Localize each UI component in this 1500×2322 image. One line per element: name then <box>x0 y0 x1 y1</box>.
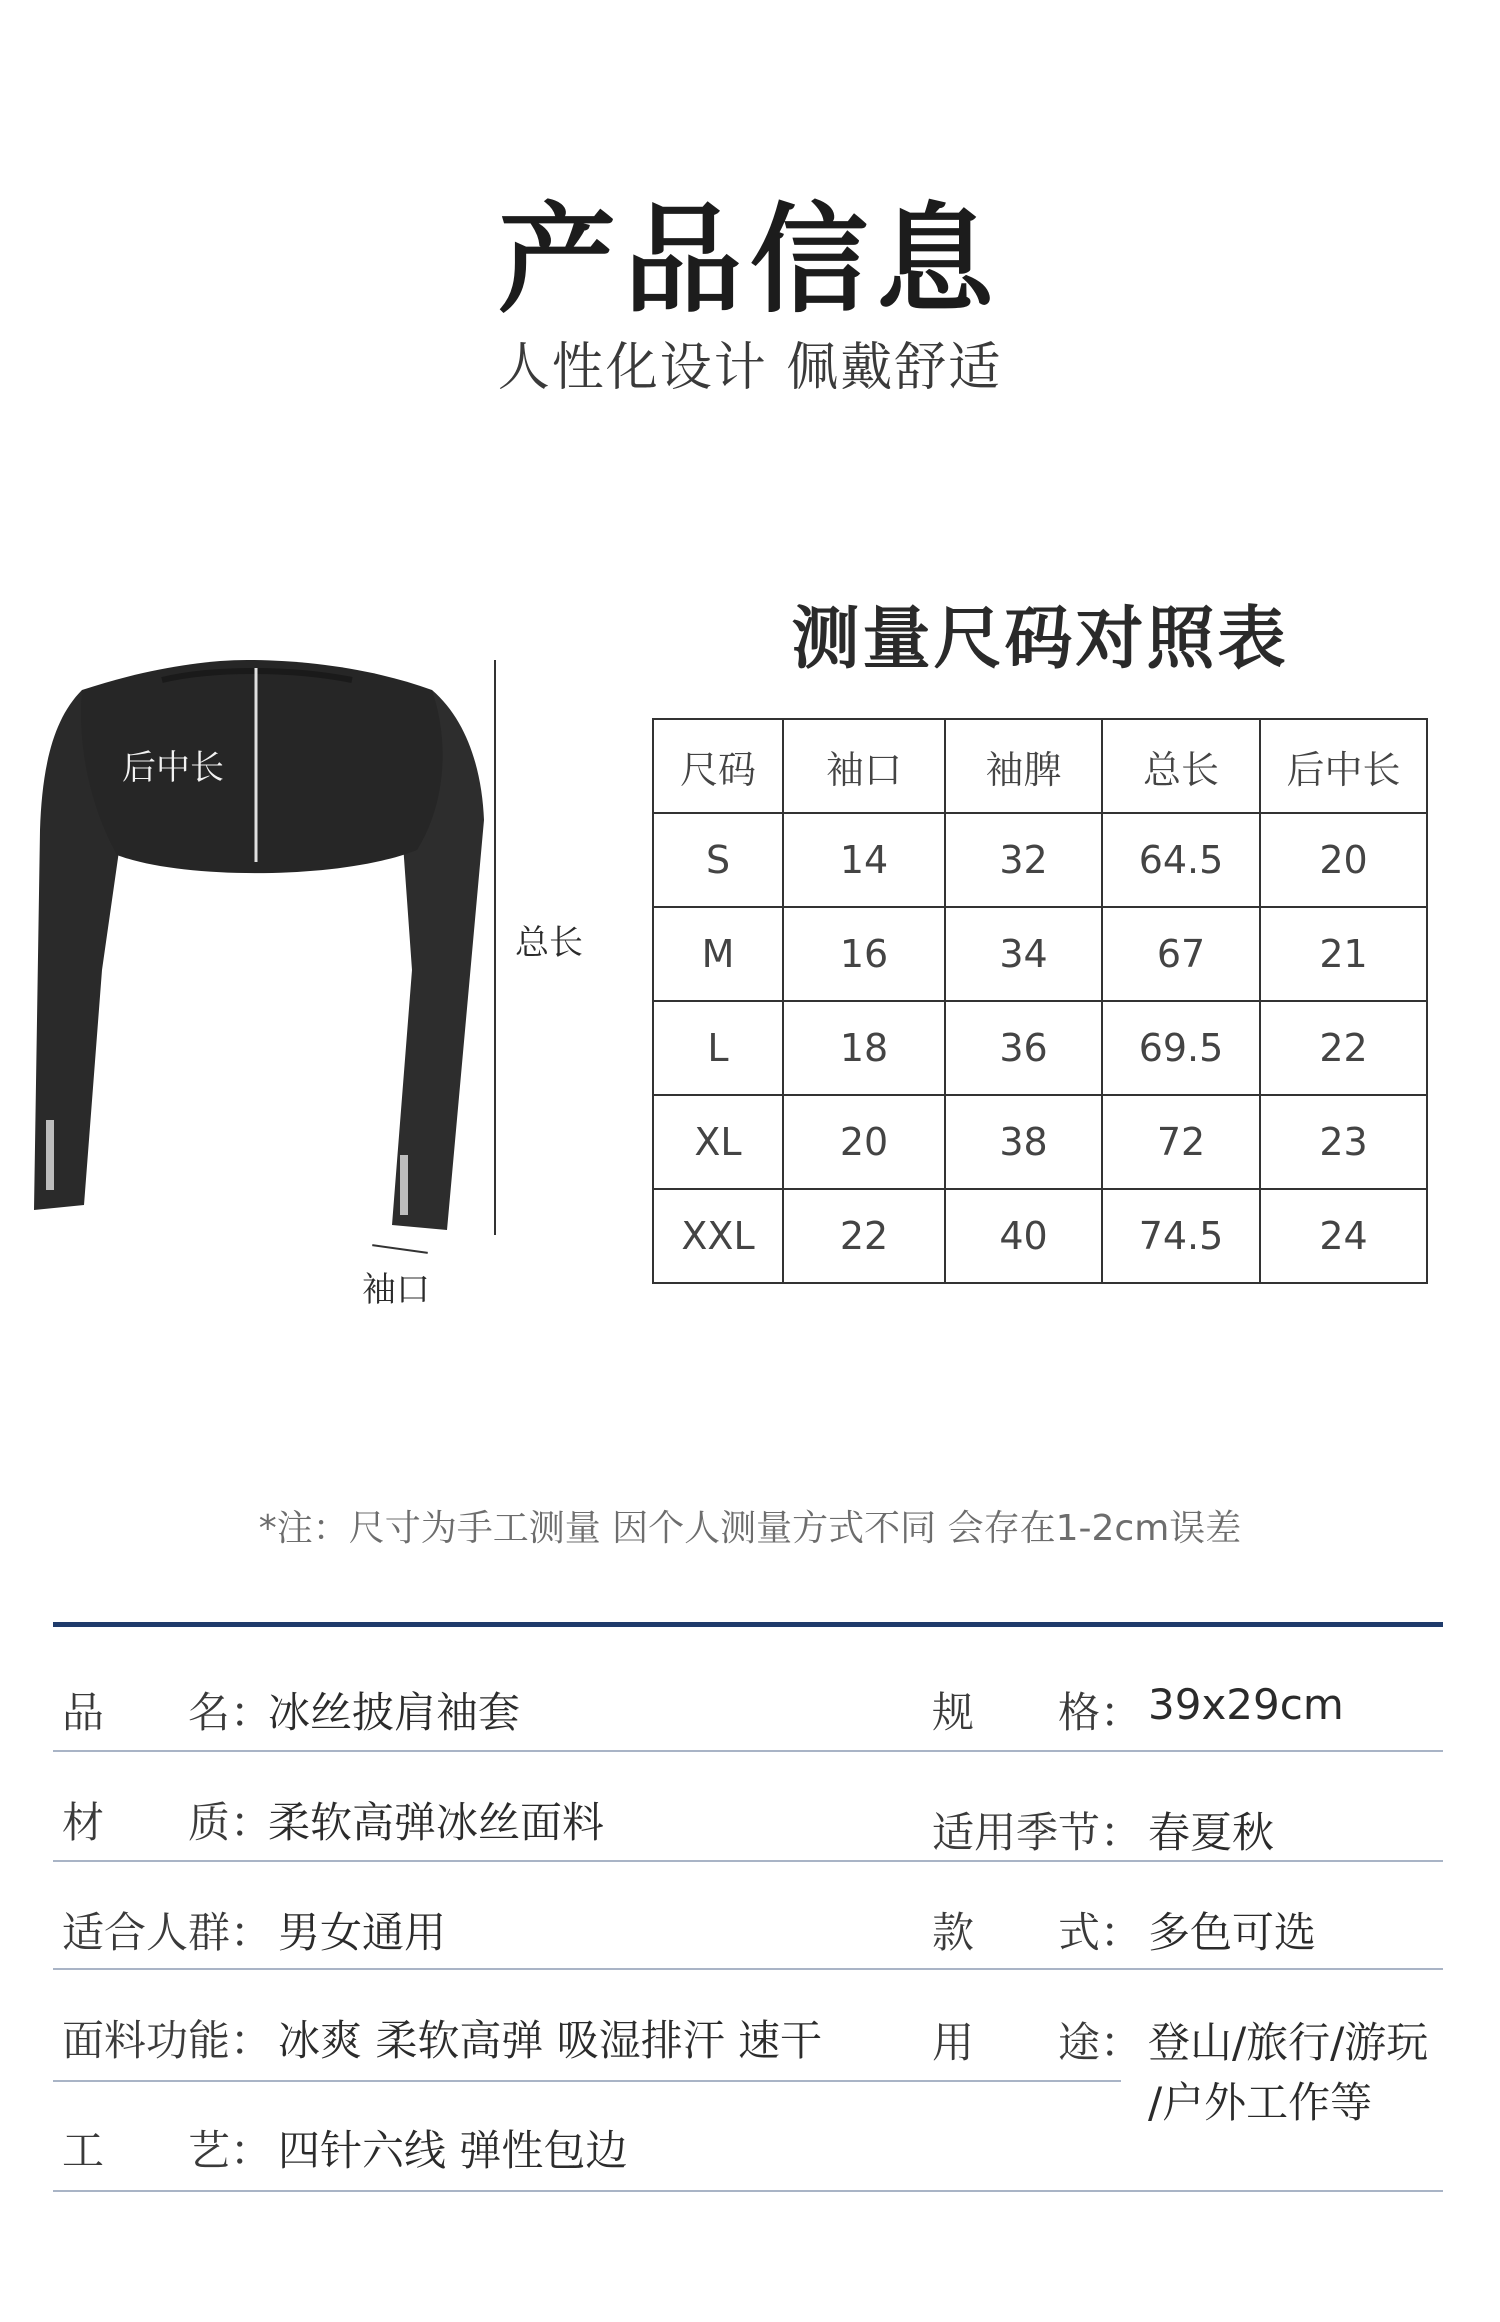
spec-label-usage: 用 途： <box>932 2018 1143 2067</box>
cuff-label: 袖口 <box>362 1270 430 1310</box>
column-header: 总长 <box>1102 719 1260 813</box>
table-row <box>653 813 1427 907</box>
size-chart-table <box>652 718 1428 1284</box>
spec-divider <box>53 1860 1443 1862</box>
table-row <box>653 1189 1427 1283</box>
spec-divider <box>53 2080 1121 2082</box>
table-cell: 67 <box>1102 907 1260 1001</box>
table-cell: 20 <box>783 1095 945 1189</box>
column-header: 袖口 <box>783 719 945 813</box>
spec-divider <box>53 1750 1443 1752</box>
spec-value-usage-line2: /户外工作等 <box>1148 2078 1373 2127</box>
spec-label-people: 适合人群： <box>62 1908 273 1957</box>
table-cell: 32 <box>945 813 1102 907</box>
spec-value-season: 春夏秋 <box>1148 1808 1275 1857</box>
table-cell: 23 <box>1260 1095 1427 1189</box>
table-cell: 72 <box>1102 1095 1260 1189</box>
table-cell: 36 <box>945 1001 1102 1095</box>
table-row <box>653 907 1427 1001</box>
table-cell: 22 <box>783 1189 945 1283</box>
spec-label-size: 规 格： <box>932 1688 1143 1737</box>
spec-value-people: 男女通用 <box>278 1908 447 1957</box>
table-cell: 20 <box>1260 813 1427 907</box>
table-row <box>653 1001 1427 1095</box>
table-cell: L <box>653 1001 783 1095</box>
spec-value-style: 多色可选 <box>1148 1908 1317 1957</box>
table-cell: 64.5 <box>1102 813 1260 907</box>
table-cell: M <box>653 907 783 1001</box>
spec-divider <box>53 1968 1443 1970</box>
spec-value-size: 39x29cm <box>1148 1680 1344 1729</box>
table-cell: 38 <box>945 1095 1102 1189</box>
spec-label-name: 品 名： <box>62 1688 273 1737</box>
table-cell: 74.5 <box>1102 1189 1260 1283</box>
total-length-dimension-line <box>494 660 496 1235</box>
size-chart-title: 测量尺码对照表 <box>791 600 1289 679</box>
column-header: 后中长 <box>1260 719 1427 813</box>
column-header: 尺码 <box>653 719 783 813</box>
table-cell: 21 <box>1260 907 1427 1001</box>
spec-value-material: 柔软高弹冰丝面料 <box>268 1798 605 1847</box>
spec-label-style: 款 式： <box>932 1908 1143 1957</box>
table-cell: 16 <box>783 907 945 1001</box>
table-cell: 40 <box>945 1189 1102 1283</box>
table-cell: 69.5 <box>1102 1001 1260 1095</box>
table-cell: 22 <box>1260 1001 1427 1095</box>
spec-label-craft: 工 艺： <box>62 2126 273 2175</box>
page-title: 产品信息 <box>497 191 1002 329</box>
column-header: 袖脾 <box>945 719 1102 813</box>
table-cell: XL <box>653 1095 783 1189</box>
shrug-illustration <box>22 650 502 1310</box>
table-header-row <box>653 719 1427 813</box>
spec-top-rule <box>53 1622 1443 1627</box>
measurement-note: *注：尺寸为手工测量 因个人测量方式不同 会存在1-2cm误差 <box>258 1508 1242 1549</box>
page-subtitle: 人性化设计 佩戴舒适 <box>497 338 1003 398</box>
back-length-label: 后中长 <box>122 748 224 788</box>
table-cell: 24 <box>1260 1189 1427 1283</box>
spec-label-function: 面料功能： <box>62 2016 273 2065</box>
table-row <box>653 1095 1427 1189</box>
table-cell: S <box>653 813 783 907</box>
spec-divider <box>53 2190 1443 2192</box>
spec-value-function: 冰爽 柔软高弹 吸湿排汗 速干 <box>278 2016 823 2065</box>
garment-figure <box>22 650 502 1310</box>
table-cell: 34 <box>945 907 1102 1001</box>
spec-value-usage-line1: 登山/旅行/游玩 <box>1148 2018 1429 2067</box>
table-cell: XXL <box>653 1189 783 1283</box>
spec-value-name: 冰丝披肩袖套 <box>268 1688 521 1737</box>
total-length-label: 总长 <box>515 923 583 963</box>
spec-label-season: 适用季节： <box>932 1808 1143 1857</box>
spec-label-material: 材 质： <box>62 1798 273 1847</box>
table-cell: 18 <box>783 1001 945 1095</box>
table-cell: 14 <box>783 813 945 907</box>
spec-value-craft: 四针六线 弹性包边 <box>278 2126 628 2175</box>
